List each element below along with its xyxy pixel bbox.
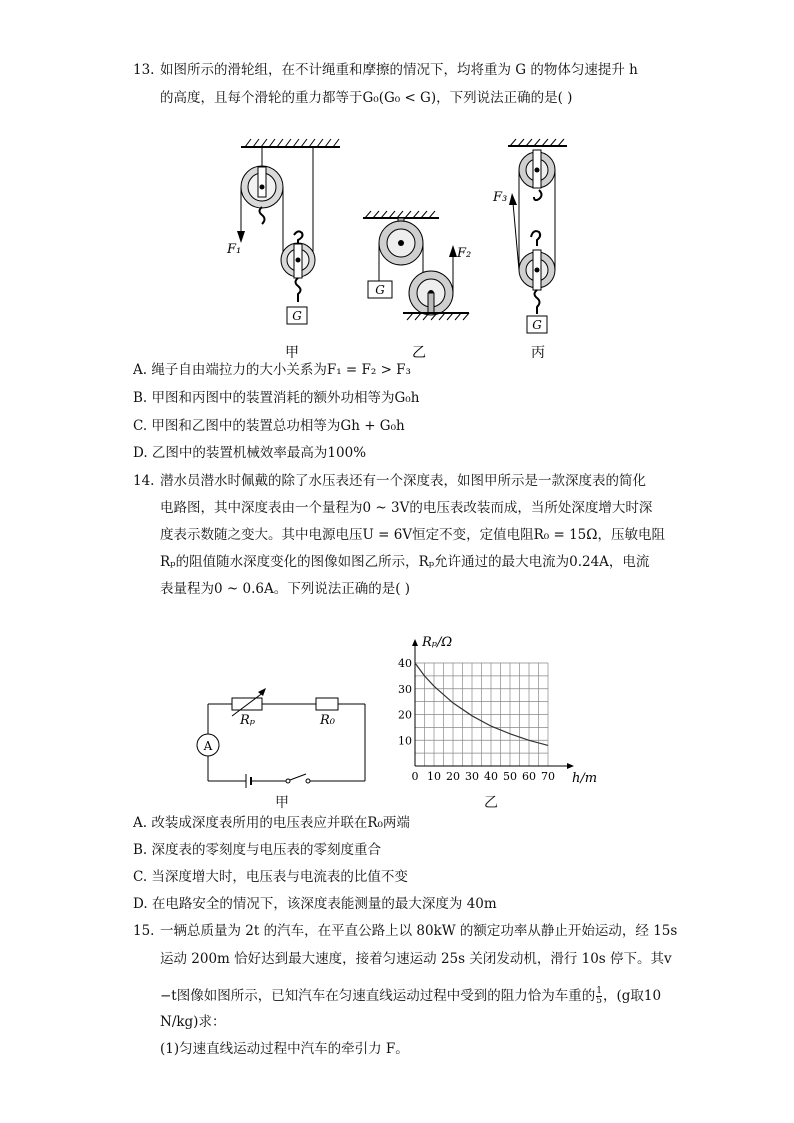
x-tick-label: 30 <box>465 770 479 783</box>
x-tick-label: 60 <box>522 770 536 783</box>
q15-line-3 <box>160 987 661 1006</box>
pulley-figure-jia <box>226 139 340 361</box>
q13-number: 13. <box>133 62 155 78</box>
q15-line-3-tail: ，(g取10 <box>602 988 662 1004</box>
x-tick-label: 50 <box>503 770 517 783</box>
x-axis-arrow <box>567 763 574 769</box>
pulley-figures <box>225 135 585 365</box>
x-axis-label: h/m <box>572 771 598 786</box>
bing-weight-label: G <box>532 318 542 332</box>
y-tick-label: 20 <box>398 708 412 722</box>
f3-label: F₃ <box>493 190 508 205</box>
q14-option-a[interactable]: A. 改装成深度表所用的电压表应并联在R₀两端 <box>133 815 410 831</box>
caption-bing: 丙 <box>531 345 545 361</box>
q13-option-a[interactable]: A. 绳子自由端拉力的大小关系为F₁ = F₂ > F₃ <box>133 362 411 378</box>
q14-option-b[interactable]: B. 深度表的零刻度与电压表的零刻度重合 <box>133 842 382 858</box>
jia-weight-label: G <box>292 309 302 323</box>
q15-line-5: (1)匀速直线运动过程中汽车的牵引力 F。 <box>160 1041 409 1057</box>
q15-line-3-text: −t图像如图所示，已知汽车在匀速直线运动过程中受到的阻力恰为车重的 <box>160 988 596 1004</box>
q15-line-4: N/kg)求： <box>160 1014 226 1030</box>
x-tick-label: 10 <box>427 770 441 783</box>
fraction-denominator: 5 <box>596 996 602 1006</box>
fraction <box>596 987 602 1006</box>
x-tick-label: 20 <box>446 770 460 783</box>
y-axis-label: Rₚ/Ω <box>422 635 453 650</box>
circuit-diagram <box>188 680 378 810</box>
pulley-figure-bing <box>492 139 567 361</box>
q14-option-d[interactable]: D. 在电路安全的情况下，该深度表能测量的最大深度为 40m <box>133 896 497 912</box>
y-tick-label: 10 <box>398 734 412 748</box>
f2-label: F₂ <box>457 246 472 261</box>
caption-jia: 甲 <box>285 345 299 361</box>
rp-depth-chart <box>390 628 610 813</box>
pulley-figure-yi <box>363 211 471 361</box>
rp-resistor <box>232 698 262 710</box>
q14-line-2: 电路图，其中深度表由一个量程为0 ~ 3V的电压表改装而成，当所处深度增大时深 <box>160 500 653 516</box>
y-tick-label: 30 <box>398 682 412 696</box>
q15-number: 15. <box>133 923 155 939</box>
x-tick-label: 70 <box>541 770 555 783</box>
q13-line-1: 如图所示的滑轮组，在不计绳重和摩擦的情况下，均将重为 G 的物体匀速提升 h <box>160 62 638 78</box>
y-tick-label: 40 <box>398 657 412 670</box>
q14-line-5: 表量程为0 ~ 0.6A。下列说法正确的是( ) <box>160 581 411 597</box>
q15-line-2: 运动 200m 恰好达到最大速度，接着匀速运动 25s 关闭发动机，滑行 10s 停下。其v <box>160 951 672 967</box>
circuit-caption: 甲 <box>275 795 289 811</box>
yi-weight-label: G <box>375 283 385 297</box>
caption-yi: 乙 <box>412 345 426 361</box>
q14-line-1: 潜水员潜水时佩戴的除了水压表还有一个深度表，如图甲所示是一款深度表的简化 <box>160 473 646 489</box>
q13-option-c[interactable]: C. 甲图和乙图中的装置总功相等为Gh + G₀h <box>133 418 405 434</box>
q15-line-1: 一辆总质量为 2t 的汽车，在平直公路上以 80kW 的额定功率从静止开始运动，经 15s <box>160 923 678 939</box>
fraction-numerator: 1 <box>596 986 602 996</box>
q13-option-d[interactable]: D. 乙图中的装置机械效率最高为100% <box>133 445 367 461</box>
q13-option-b[interactable]: B. 甲图和丙图中的装置消耗的额外功相等为G₀h <box>133 390 420 406</box>
switch <box>290 774 306 780</box>
chart-grid <box>415 663 548 766</box>
q14-number: 14. <box>133 473 155 489</box>
rp-label: Rₚ <box>240 713 255 728</box>
q13-line-2: 的高度，且每个滑轮的重力都等于G₀(G₀ < G)，下列说法正确的是( ) <box>160 90 573 106</box>
r0-label: R₀ <box>320 713 335 728</box>
r0-resistor <box>316 698 338 710</box>
f1-label: F₁ <box>227 242 242 257</box>
y-axis-arrow <box>412 639 418 646</box>
x-tick-label: 0 <box>411 770 419 783</box>
ammeter-label: A <box>203 739 213 753</box>
chart-caption: 乙 <box>484 795 498 811</box>
x-tick-label: 40 <box>484 770 498 783</box>
q14-option-c[interactable]: C. 当深度增大时，电压表与电流表的比值不变 <box>133 869 408 885</box>
q14-line-3: 度表示数随之变大。其中电源电压U = 6V恒定不变，定值电阻R₀ = 15Ω，压敏电阻 <box>160 527 665 543</box>
q14-line-4: Rₚ的阻值随水深度变化的图像如图乙所示，Rₚ允许通过的最大电流为0.24A，电流 <box>160 554 650 570</box>
